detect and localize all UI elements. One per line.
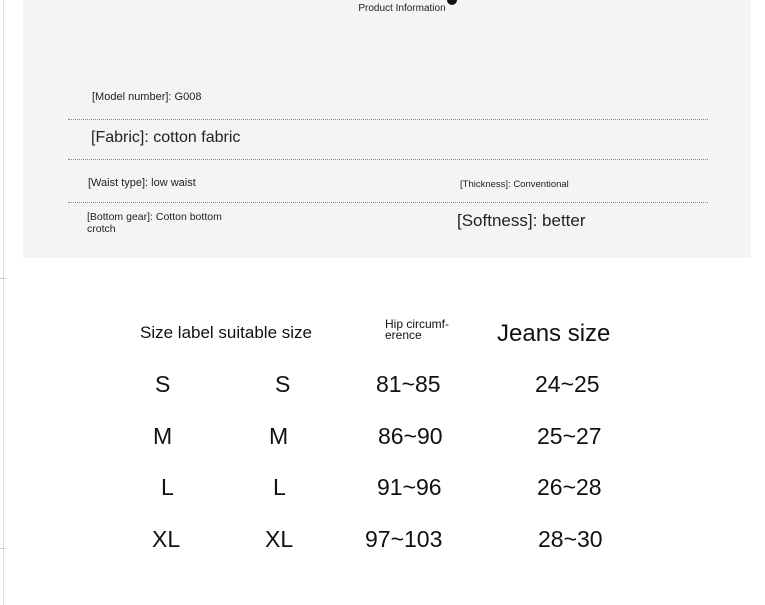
divider bbox=[68, 202, 708, 203]
header-size-label: Size label suitable size bbox=[140, 323, 312, 342]
hip-cell: 91~96 bbox=[377, 474, 442, 500]
jeans-size-cell: 25~27 bbox=[537, 423, 602, 449]
jeans-size-cell: 28~30 bbox=[538, 526, 603, 552]
divider bbox=[68, 159, 708, 160]
jeans-size-cell: 26~28 bbox=[537, 474, 602, 500]
thickness-field: [Thickness]: Conventional bbox=[460, 179, 569, 190]
hip-cell: 81~85 bbox=[376, 371, 441, 397]
bottom-gear-field: [Bottom gear]: Cotton bottom crotch bbox=[87, 211, 222, 235]
waist-type-field: [Waist type]: low waist bbox=[88, 177, 196, 189]
size-label-cell: M bbox=[153, 423, 173, 449]
size-label-cell: XL bbox=[152, 526, 181, 552]
suitable-size-cell: S bbox=[275, 371, 291, 397]
suitable-size-cell: XL bbox=[265, 526, 294, 552]
suitable-size-cell: M bbox=[269, 423, 289, 449]
jeans-size-cell: 24~25 bbox=[535, 371, 600, 397]
page-left-edge bbox=[0, 0, 4, 605]
softness-field: [Softness]: better bbox=[457, 211, 586, 230]
size-label-cell: S bbox=[155, 371, 171, 397]
hip-cell: 97~103 bbox=[365, 526, 443, 552]
divider bbox=[68, 119, 708, 120]
hip-cell: 86~90 bbox=[378, 423, 443, 449]
size-label-cell: L bbox=[161, 474, 174, 500]
fabric-field: [Fabric]: cotton fabric bbox=[91, 129, 241, 146]
product-info-title: Product Information bbox=[358, 3, 446, 14]
suitable-size-cell: L bbox=[273, 474, 286, 500]
model-number-field: [Model number]: G008 bbox=[92, 91, 202, 103]
header-hip-circumference: Hip circumf-erence bbox=[385, 317, 450, 342]
product-info-panel bbox=[23, 0, 751, 258]
left-edge-tick bbox=[0, 548, 6, 549]
left-edge-tick bbox=[0, 278, 6, 279]
header-jeans-size: Jeans size bbox=[497, 320, 611, 347]
